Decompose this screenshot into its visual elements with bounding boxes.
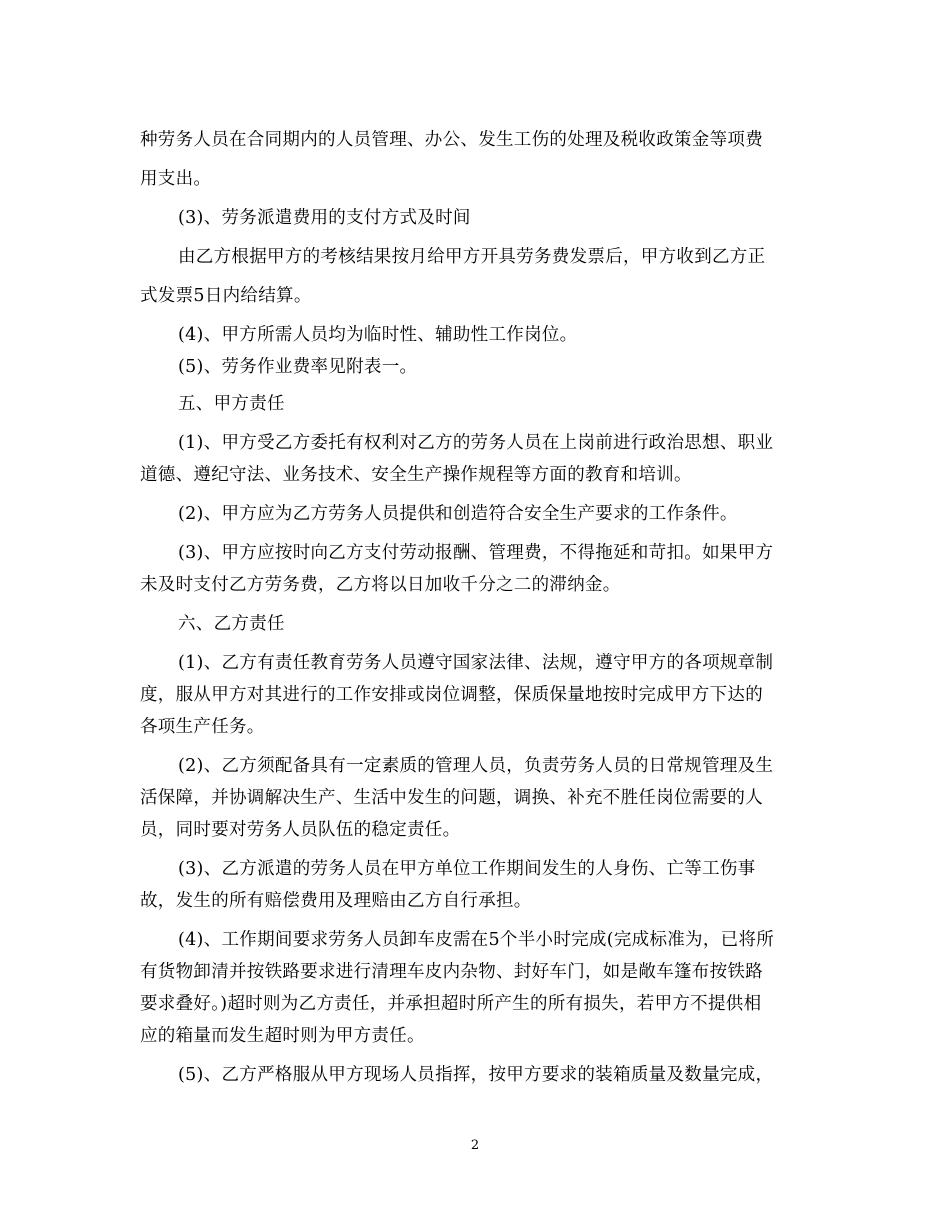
body-text-line: (4)、工作期间要求劳务人员卸车皮需在5个半小时完成(完成标准为，已将所 (178, 930, 775, 950)
section-heading: 六、乙方责任 (178, 614, 285, 634)
body-text-line: 应的箱量而发生超时则为甲方责任。 (140, 1026, 425, 1046)
section-heading: 五、甲方责任 (178, 394, 285, 414)
body-text-line: 活保障，并协调解决生产、生活中发生的问题，调换、补充不胜任岗位需要的人 (140, 788, 763, 808)
body-text-line: 度，服从甲方对其进行的工作安排或岗位调整，保质保量地按时完成甲方下达的 (140, 685, 763, 705)
body-text-line: 未及时支付乙方劳务费，乙方将以日加收千分之二的滞纳金。 (140, 575, 621, 595)
body-text-line: (5)、劳务作业费率见附表一。 (178, 357, 418, 377)
page-number: 2 (470, 1138, 480, 1153)
body-text-line: (3)、乙方派遣的劳务人员在甲方单位工作期间发生的人身伤、亡等工伤事 (178, 859, 756, 879)
body-text-line: (3)、甲方应按时向乙方支付劳动报酬、管理费，不得拖延和苛扣。如果甲方 (178, 543, 774, 563)
body-text-line: 用支出。 (140, 169, 212, 189)
body-text-line: 有货物卸清并按铁路要求进行清理车皮内杂物、封好车门，如是敞车篷布按铁路 (140, 962, 763, 982)
body-text-line: 故，发生的所有赔偿费用及理赔由乙方自行承担。 (140, 891, 532, 911)
body-text-line: (2)、乙方须配备具有一定素质的管理人员，负责劳务人员的日常规管理及生 (178, 756, 774, 776)
body-text-line: (5)、乙方严格服从甲方现场人员指挥，按甲方要求的装箱质量及数量完成， (178, 1065, 774, 1085)
body-text-line: 道德、遵纪守法、业务技术、安全生产操作规程等方面的教育和培训。 (140, 465, 692, 485)
section-subheading: (3)、劳务派遣费用的支付方式及时间 (178, 208, 471, 228)
body-text-line: (1)、甲方受乙方委托有权利对乙方的劳务人员在上岗前进行政治思想、职业 (178, 433, 774, 453)
body-text-line: 由乙方根据甲方的考核结果按月给甲方开具劳务费发票后，甲方收到乙方正 (178, 247, 766, 267)
body-text-line: 种劳务人员在合同期内的人员管理、办公、发生工伤的处理及税收政策金等项费 (140, 130, 763, 150)
body-text-line: (2)、甲方应为乙方劳务人员提供和创造符合安全生产要求的工作条件。 (178, 504, 738, 524)
body-text-line: 员，同时要对劳务人员队伍的稳定责任。 (140, 820, 461, 840)
body-text-line: (4)、甲方所需人员均为临时性、辅助性工作岗位。 (178, 325, 578, 345)
body-text-line: (1)、乙方有责任教育劳务人员遵守国家法律、法规，遵守甲方的各项规章制 (178, 653, 774, 673)
body-text-line: 要求叠好。)超时则为乙方责任，并承担超时所产生的所有损失，若甲方不提供相 (140, 994, 762, 1014)
body-text-line: 式发票5日内给结算。 (140, 286, 312, 306)
body-text-line: 各项生产任务。 (140, 717, 265, 737)
